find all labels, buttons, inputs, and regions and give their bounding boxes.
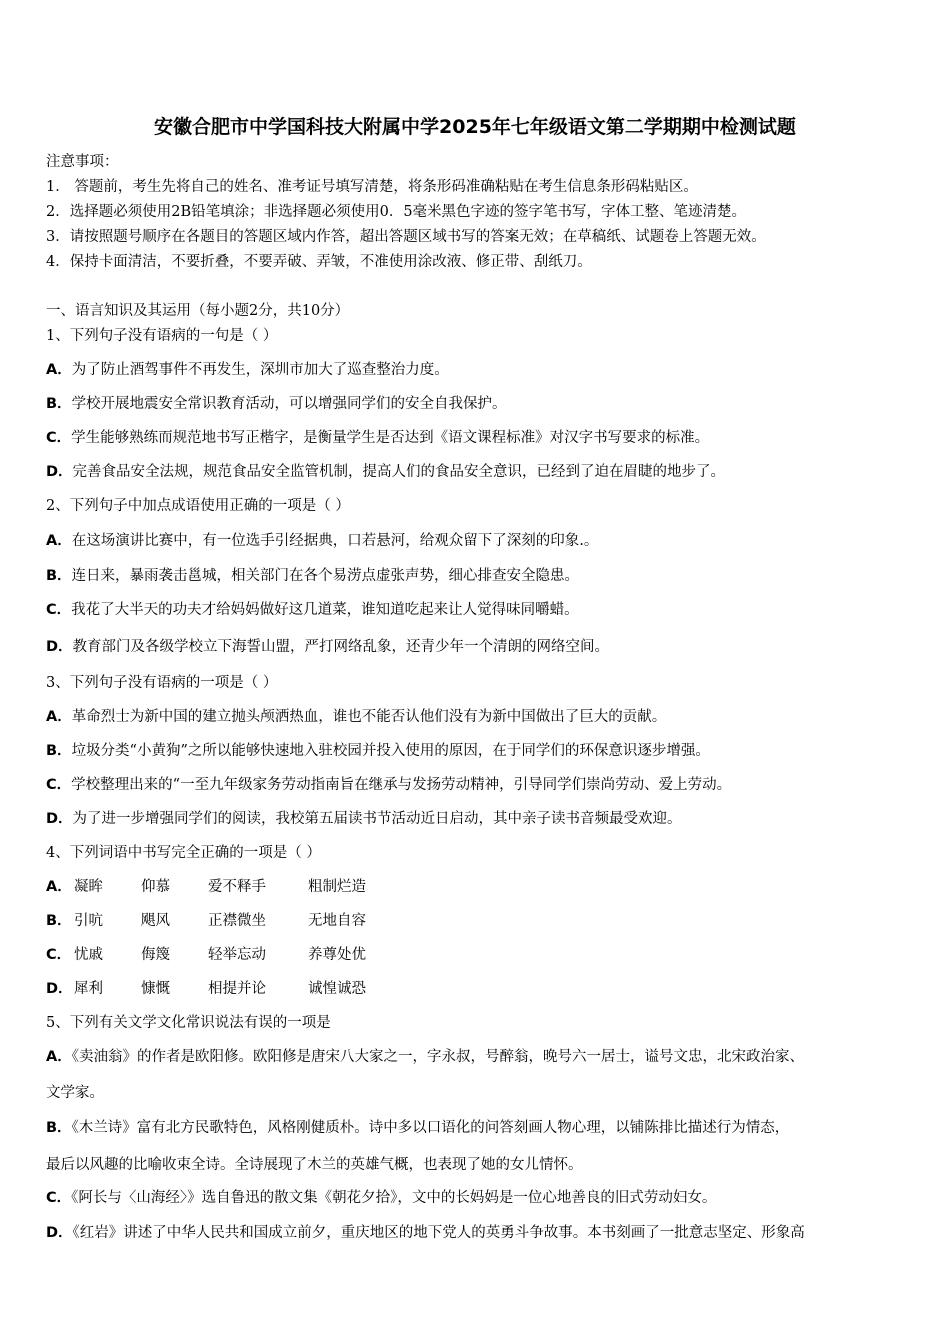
option-label: B．: [46, 743, 72, 759]
option-item: [46, 775, 731, 795]
option-text: 为了防止酒驾事件不再发生，深圳市加大了巡查整治力度。: [71, 362, 449, 378]
option-label: B．: [46, 1120, 72, 1136]
option-label: A．: [46, 879, 72, 895]
option-text: 我花了大半天的功夫才给妈妈做好这几道菜，谁知道吃起来让人觉得味同嚼蜡。: [71, 602, 579, 618]
option-label: A．: [46, 362, 72, 378]
option-item: [46, 979, 366, 999]
option-item: [46, 945, 366, 965]
option-item: [46, 637, 609, 657]
option-text: 学校开展地震安全常识教育活动，可以增强同学们的安全自我保护。: [71, 396, 507, 412]
notice-item: 2．选择题必须使用2B铅笔填涂；非选择题必须使用0．5毫米黑色字迹的签字笔书写，字体工整、笔迹清楚。: [46, 204, 747, 220]
question-stem: 5、下列有关文学文化常识说法有误的一项是: [46, 1015, 331, 1031]
notice-heading: 注意事项：: [46, 154, 119, 170]
word: 犀利: [74, 981, 103, 997]
option-label: A．: [46, 1049, 72, 1065]
word: 轻举忘动: [208, 947, 266, 963]
option-text: 《卖油翁》的作者是欧阳修。欧阳修是唐宋八大家之一，字永叔，号醉翁，晚号六一居士，谥号文忠，北宋政治家、: [71, 1049, 804, 1065]
option-text: 学生能够熟练而规范地书写正楷字，是衡量学生是否达到《语文课程标准》对汉字书写要求的标准。: [71, 430, 710, 446]
option-text: 完善食品安全法规，规范食品安全监管机制，提高人们的食品安全意识，已经到了迫在眉睫的地步了。: [72, 464, 726, 480]
option-item: [46, 394, 507, 414]
option-label: B．: [46, 568, 72, 584]
option-label: B．: [46, 913, 72, 929]
option-item: [46, 911, 366, 931]
option-continuation: 文学家。: [46, 1085, 104, 1101]
notice-item: 1． 答题前，考生先将自己的姓名、准考证号填写清楚，将条形码准确粘贴在考生信息条形码粘贴区。: [46, 179, 698, 195]
option-label: C．: [46, 777, 72, 793]
option-item: [46, 462, 725, 482]
option-item: [46, 566, 579, 586]
option-text: 《红岩》讲述了中华人民共和国成立前夕，重庆地区的地下党人的英勇斗争故事。本书刻画了一批意志坚定、形象高: [72, 1225, 805, 1241]
option-text: 连日来，暴雨袭击邕城，相关部门在各个易涝点虚张声势，细心排查安全隐患。: [71, 568, 580, 584]
option-item: [46, 1223, 805, 1243]
option-item: [46, 1047, 804, 1067]
option-label: A．: [46, 709, 72, 725]
word: 飓风: [141, 913, 170, 929]
option-item: [46, 877, 366, 897]
option-continuation: 最后以风趣的比喻收束全诗。全诗展现了木兰的英雄气概，也表现了她的女儿情怀。: [46, 1157, 583, 1173]
option-item: [46, 707, 666, 727]
word: 正襟微坐: [208, 913, 266, 929]
option-label: D．: [46, 639, 73, 655]
option-item: [46, 741, 710, 761]
option-text: 《木兰诗》富有北方民歌特色，风格刚健质朴。诗中多以口语化的问答刻画人物心理，以铺陈排比描述行为情态，: [71, 1120, 790, 1136]
word: 慷慨: [141, 981, 170, 997]
word: 忧戚: [74, 947, 103, 963]
word: 凝眸: [74, 879, 103, 895]
question-stem: 3、下列句子没有语病的一项是（ ）: [46, 675, 278, 691]
word: 诚惶诚恐: [308, 981, 366, 997]
option-item: [46, 600, 579, 620]
notice-item: 3．请按照题号顺序在各题目的答题区域内作答，超出答题区域书写的答案无效；在草稿纸、试题卷上答题无效。: [46, 229, 766, 245]
option-item: [46, 1188, 716, 1208]
word: 侮篾: [141, 947, 170, 963]
word: 无地自容: [308, 913, 366, 929]
option-text: 学校整理出来的“一至九年级家务劳动指南旨在继承与发扬劳动精神，引导同学们崇尚劳动、爱上劳动。: [71, 777, 732, 793]
option-text: 革命烈士为新中国的建立抛头颅洒热血，谁也不能否认他们没有为新中国做出了巨大的贡献。: [71, 709, 667, 725]
option-item: [46, 360, 449, 380]
option-label: C．: [46, 947, 72, 963]
option-label: C．: [46, 1190, 72, 1206]
question-stem: 4、下列词语中书写完全正确的一项是（ ）: [46, 845, 321, 861]
notice-item: 4．保持卡面清洁，不要折叠，不要弄破、弄皱，不准使用涂改液、修正带、刮纸刀。: [46, 254, 592, 270]
page-title: 安徽合肥市中学国科技大附属中学2025年七年级语文第二学期期中检测试题: [154, 116, 796, 138]
question-stem: 2、下列句子中加点成语使用正确的一项是（ ）: [46, 498, 350, 514]
option-item: [46, 428, 709, 448]
option-label: C．: [46, 602, 72, 618]
option-label: A．: [46, 533, 72, 549]
option-label: D．: [46, 981, 73, 997]
option-text: 《阿长与〈山海经〉》选自鲁迅的散文集《朝花夕拾》，文中的长妈妈是一位心地善良的旧式劳动妇女。: [71, 1190, 717, 1206]
option-label: D．: [46, 811, 73, 827]
option-item: [46, 1118, 789, 1138]
option-item: [46, 531, 598, 551]
word: 仰慕: [141, 879, 170, 895]
option-label: D．: [46, 464, 73, 480]
word: 引吭: [74, 913, 103, 929]
option-text: 垃圾分类“小黄狗”之所以能够快速地入驻校园并投入使用的原因，在于同学们的环保意识逐步增强。: [71, 743, 710, 759]
option-item: [46, 809, 682, 829]
word: 粗制烂造: [308, 879, 366, 895]
section-heading: 一、语言知识及其运用（每小题2分，共10分）: [46, 303, 350, 319]
option-label: D．: [46, 1225, 73, 1241]
option-text: 教育部门及各级学校立下海誓山盟，严打网络乱象，还青少年一个清朗的网络空间。: [72, 639, 610, 655]
question-stem: 1、下列句子没有语病的一句是（ ）: [46, 328, 278, 344]
option-text: 在这场演讲比赛中，有一位选手引经据典，口若悬河，给观众留下了深刻的印象.。: [71, 533, 599, 549]
option-label: C．: [46, 430, 72, 446]
option-label: B．: [46, 396, 72, 412]
word: 爱不释手: [208, 879, 266, 895]
word: 养尊处优: [308, 947, 366, 963]
option-text: 为了进一步增强同学们的阅读，我校第五届读书节活动近日启动，其中亲子读书音频最受欢迎。: [72, 811, 682, 827]
word: 相提并论: [208, 981, 266, 997]
